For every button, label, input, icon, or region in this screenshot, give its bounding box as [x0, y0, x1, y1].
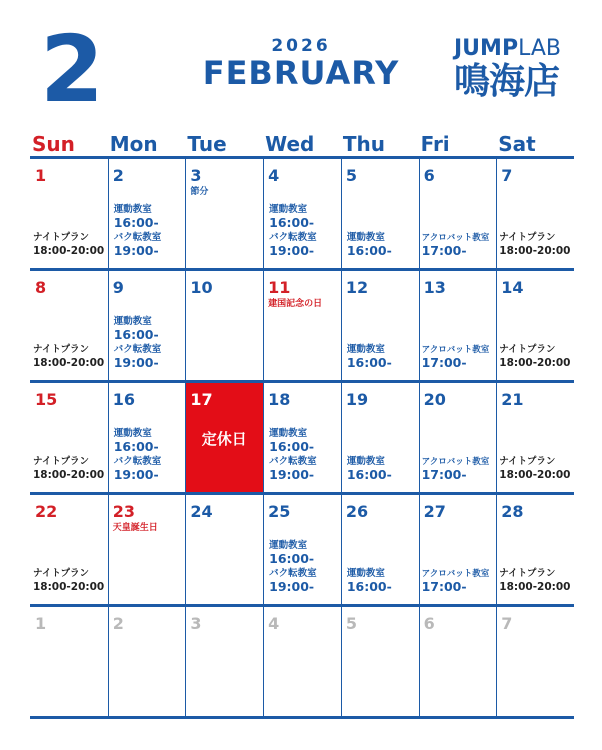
event-list [30, 456, 108, 482]
day-number: 17 [190, 390, 213, 409]
event-time: 18:00-20:00 [33, 245, 105, 257]
day-cell[interactable] [419, 156, 497, 268]
event-label: バク転教室 [113, 456, 162, 467]
weekday-sun: Sun [32, 132, 75, 156]
day-cell[interactable] [108, 604, 186, 716]
event-time: 19:00- [113, 355, 159, 370]
day-number: 3 [190, 614, 202, 633]
event-list [263, 204, 341, 258]
day-cell[interactable] [263, 268, 341, 380]
day-number: 19 [345, 390, 369, 409]
day-cell[interactable] [185, 268, 263, 380]
calendar-grid [30, 156, 574, 716]
day-cell[interactable] [185, 492, 263, 604]
event-list [341, 232, 419, 258]
year-label: 2026 [271, 36, 331, 56]
event-label: 運動教室 [269, 204, 308, 215]
weekday-mon: Mon [109, 132, 158, 156]
day-cell[interactable] [263, 156, 341, 268]
day-cell[interactable] [185, 156, 263, 268]
event-time: 18:00-20:00 [33, 357, 105, 369]
event-label: ナイトプラン [499, 344, 556, 355]
day-number: 28 [501, 502, 524, 521]
day-number: 24 [190, 502, 213, 521]
event-time: 16:00- [346, 579, 392, 594]
event-time: 17:00- [421, 467, 467, 482]
weekday-sat: Sat [498, 132, 536, 156]
event-list [419, 456, 497, 482]
event-time: 17:00- [421, 243, 467, 258]
day-cell[interactable] [341, 268, 419, 380]
event-label: 運動教室 [346, 344, 385, 355]
day-number: 5 [345, 614, 357, 633]
event-list [341, 456, 419, 482]
event-time: 16:00- [346, 243, 392, 258]
event-time: 18:00-20:00 [499, 357, 571, 369]
day-number: 1 [35, 166, 47, 185]
event-list [108, 428, 186, 482]
brand-logo-main: JUMP [454, 36, 519, 61]
day-number: 2 [112, 614, 124, 633]
event-label: 運動教室 [346, 568, 385, 579]
day-number: 13 [423, 278, 446, 297]
event-list [30, 232, 108, 258]
event-label: アクロバット教室 [421, 569, 490, 579]
event-list [496, 232, 574, 258]
day-number: 8 [35, 278, 47, 297]
holiday-label: 節分 [190, 187, 209, 197]
day-cell[interactable] [30, 380, 108, 492]
event-list [341, 568, 419, 594]
day-cell[interactable] [108, 492, 186, 604]
event-time: 16:00- [269, 439, 315, 454]
day-number: 16 [112, 390, 135, 409]
day-number: 5 [345, 166, 357, 185]
day-cell[interactable] [341, 380, 419, 492]
event-time: 18:00-20:00 [499, 581, 571, 593]
event-label: ナイトプラン [499, 456, 556, 467]
day-cell[interactable] [419, 492, 497, 604]
day-number: 10 [190, 278, 213, 297]
brand-store-name: 鳴海店 [454, 61, 560, 102]
event-label: バク転教室 [269, 568, 317, 579]
day-number: 21 [501, 390, 524, 409]
event-label: 運動教室 [346, 232, 385, 243]
event-time: 19:00- [269, 467, 315, 482]
day-number: 11 [268, 278, 291, 297]
event-time: 16:00- [346, 467, 392, 482]
event-label: バク転教室 [269, 232, 317, 243]
day-cell[interactable] [30, 156, 108, 268]
event-label: ナイトプラン [33, 344, 90, 355]
day-cell[interactable] [263, 604, 341, 716]
event-label: ナイトプラン [33, 568, 90, 579]
event-label: ナイトプラン [33, 232, 90, 243]
day-cell[interactable] [185, 380, 263, 492]
day-number: 7 [501, 166, 513, 185]
day-cell[interactable] [108, 156, 186, 268]
day-number: 4 [268, 614, 280, 633]
month-number: 2 [40, 16, 103, 123]
event-label: バク転教室 [113, 232, 162, 243]
day-cell[interactable] [496, 604, 574, 716]
event-label: 運動教室 [113, 428, 152, 439]
brand-logo [454, 38, 584, 102]
day-cell[interactable] [496, 380, 574, 492]
day-number: 20 [423, 390, 446, 409]
holiday-label: 天皇誕生日 [112, 523, 158, 533]
day-cell[interactable] [496, 156, 574, 268]
event-label: バク転教室 [113, 344, 162, 355]
event-list [108, 204, 186, 258]
day-number: 2 [112, 166, 124, 185]
event-time: 16:00- [269, 551, 315, 566]
day-cell[interactable] [30, 268, 108, 380]
event-label: アクロバット教室 [421, 345, 490, 355]
day-cell[interactable] [341, 492, 419, 604]
day-number: 25 [268, 502, 291, 521]
event-list [496, 344, 574, 370]
event-time: 16:00- [113, 439, 159, 454]
weekday-fri: Fri [420, 132, 450, 156]
event-list [341, 344, 419, 370]
day-cell[interactable] [108, 268, 186, 380]
day-cell[interactable] [496, 268, 574, 380]
event-time: 16:00- [113, 215, 159, 230]
month-name: FEBRUARY [202, 54, 400, 92]
day-cell[interactable] [341, 156, 419, 268]
day-number: 12 [345, 278, 369, 297]
event-label: ナイトプラン [499, 568, 556, 579]
day-number: 15 [35, 390, 58, 409]
day-number: 14 [501, 278, 524, 297]
event-time: 19:00- [113, 467, 159, 482]
event-time: 18:00-20:00 [33, 581, 105, 593]
weekday-header-row [30, 132, 574, 158]
event-time: 19:00- [113, 243, 159, 258]
event-label: 運動教室 [269, 540, 308, 551]
weekday-wed: Wed [265, 132, 315, 156]
day-cell[interactable] [496, 492, 574, 604]
day-cell[interactable] [30, 492, 108, 604]
event-label: 運動教室 [269, 428, 308, 439]
event-time: 17:00- [421, 355, 467, 370]
brand-logo-lab: LAB [518, 36, 561, 61]
day-number: 7 [501, 614, 513, 633]
day-cell[interactable] [263, 380, 341, 492]
day-cell[interactable] [108, 380, 186, 492]
event-label: ナイトプラン [33, 456, 90, 467]
day-number: 6 [423, 614, 435, 633]
day-cell[interactable] [263, 492, 341, 604]
event-time: 16:00- [113, 327, 159, 342]
weekday-thu: Thu [342, 132, 385, 156]
day-number: 9 [112, 278, 124, 297]
day-number: 3 [190, 166, 202, 185]
day-number: 18 [268, 390, 291, 409]
event-label: ナイトプラン [499, 232, 556, 243]
event-label: 運動教室 [346, 456, 385, 467]
day-cell[interactable] [30, 604, 108, 716]
event-label: 運動教室 [113, 316, 152, 327]
weekday-tue: Tue [187, 132, 227, 156]
event-time: 18:00-20:00 [499, 469, 571, 481]
day-cell[interactable] [419, 268, 497, 380]
event-label: アクロバット教室 [421, 457, 490, 467]
event-list [263, 540, 341, 594]
event-time: 17:00- [421, 579, 467, 594]
day-number: 27 [423, 502, 446, 521]
row-divider [30, 716, 574, 719]
event-time: 19:00- [269, 243, 315, 258]
event-list [419, 232, 497, 258]
day-number: 6 [423, 166, 435, 185]
closed-day-label: 定休日 [201, 430, 247, 448]
day-number: 23 [112, 502, 135, 521]
event-time: 19:00- [269, 579, 315, 594]
event-label: 運動教室 [113, 204, 152, 215]
event-list [419, 568, 497, 594]
day-number: 22 [35, 502, 58, 521]
brand-wordmark [454, 38, 584, 60]
event-list [496, 456, 574, 482]
day-number: 26 [345, 502, 369, 521]
event-label: アクロバット教室 [421, 233, 490, 243]
event-time: 16:00- [269, 215, 315, 230]
event-list [263, 428, 341, 482]
event-time: 18:00-20:00 [33, 469, 105, 481]
event-time: 18:00-20:00 [499, 245, 571, 257]
event-list [30, 568, 108, 594]
day-number: 1 [35, 614, 47, 633]
event-label: バク転教室 [269, 456, 317, 467]
day-number: 4 [268, 166, 280, 185]
day-cell[interactable] [341, 604, 419, 716]
day-cell[interactable] [419, 380, 497, 492]
holiday-label: 建国記念の日 [268, 299, 323, 309]
event-list [108, 316, 186, 370]
event-time: 16:00- [346, 355, 392, 370]
day-cell[interactable] [185, 604, 263, 716]
day-cell[interactable] [419, 604, 497, 716]
event-list [496, 568, 574, 594]
event-list [30, 344, 108, 370]
event-list [419, 344, 497, 370]
